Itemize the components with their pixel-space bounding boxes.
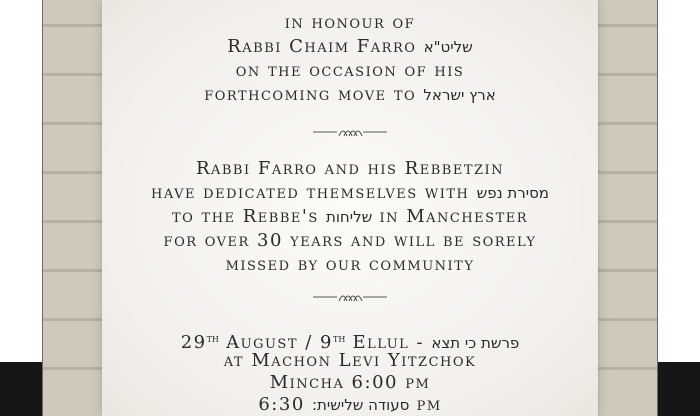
- text-rabbi-and-rebbetzin: Rabbi Farro and his Rebbetzin: [195, 158, 505, 179]
- text-to-the-rebbes: to the Rebbe's: [171, 206, 319, 227]
- line-venue: [0, 350, 700, 372]
- text-date-hebrew-day-suffix: th: [332, 332, 346, 345]
- ornamental-divider-icon: [313, 291, 387, 303]
- text-date-day: 29: [180, 332, 207, 353]
- text-date-month: August / 9: [226, 332, 333, 353]
- line-seuda: [0, 394, 700, 416]
- text-missed-by-community: missed by our community: [225, 254, 475, 275]
- text-date-day-suffix: th: [206, 332, 219, 345]
- text-mincha-time: Mincha 6:00 pm: [269, 372, 431, 393]
- line-occasion: [0, 60, 700, 82]
- line-dedicated-1: [0, 158, 700, 180]
- text-venue: at Machon Levi Yitzchok: [223, 350, 477, 371]
- text-over-30-years: for over 30 years and will be sorely: [163, 230, 537, 251]
- text-hebrew-israel: ארץ ישראל: [423, 86, 496, 104]
- text-rabbi-name: Rabbi Chaim Farro: [227, 36, 417, 57]
- line-rabbi-name: [0, 36, 700, 58]
- text-hebrew-mesiras-nefesh: מסירת נפש: [476, 184, 549, 202]
- line-dedicated-2: [0, 182, 700, 204]
- text-date-ellul: Ellul -: [352, 332, 425, 353]
- text-in-honour-of: in honour of: [284, 12, 416, 33]
- text-occasion: on the occasion of his: [235, 60, 465, 81]
- text-hebrew-seuda-shlishis: סעודה שלישית:: [312, 396, 410, 414]
- line-dedicated-3: [0, 206, 700, 228]
- text-forthcoming-move: forthcoming move to: [204, 84, 417, 105]
- line-in-honour-of: [0, 12, 700, 34]
- line-dedicated-5: [0, 254, 700, 276]
- text-hebrew-title: שליט"א: [423, 38, 473, 56]
- text-dedicated-themselves: have dedicated themselves with: [151, 182, 470, 203]
- text-hebrew-shlichus: שליחות: [325, 208, 373, 226]
- text-hebrew-parsha: פרשת כי תצא: [431, 334, 520, 352]
- line-mincha: [0, 372, 700, 394]
- line-dedicated-4: [0, 230, 700, 252]
- ornamental-divider-icon: [313, 126, 387, 138]
- line-move: [0, 84, 700, 106]
- text-in-manchester: in Manchester: [379, 206, 529, 227]
- text-seuda-time: 6:30 pm: [258, 394, 442, 415]
